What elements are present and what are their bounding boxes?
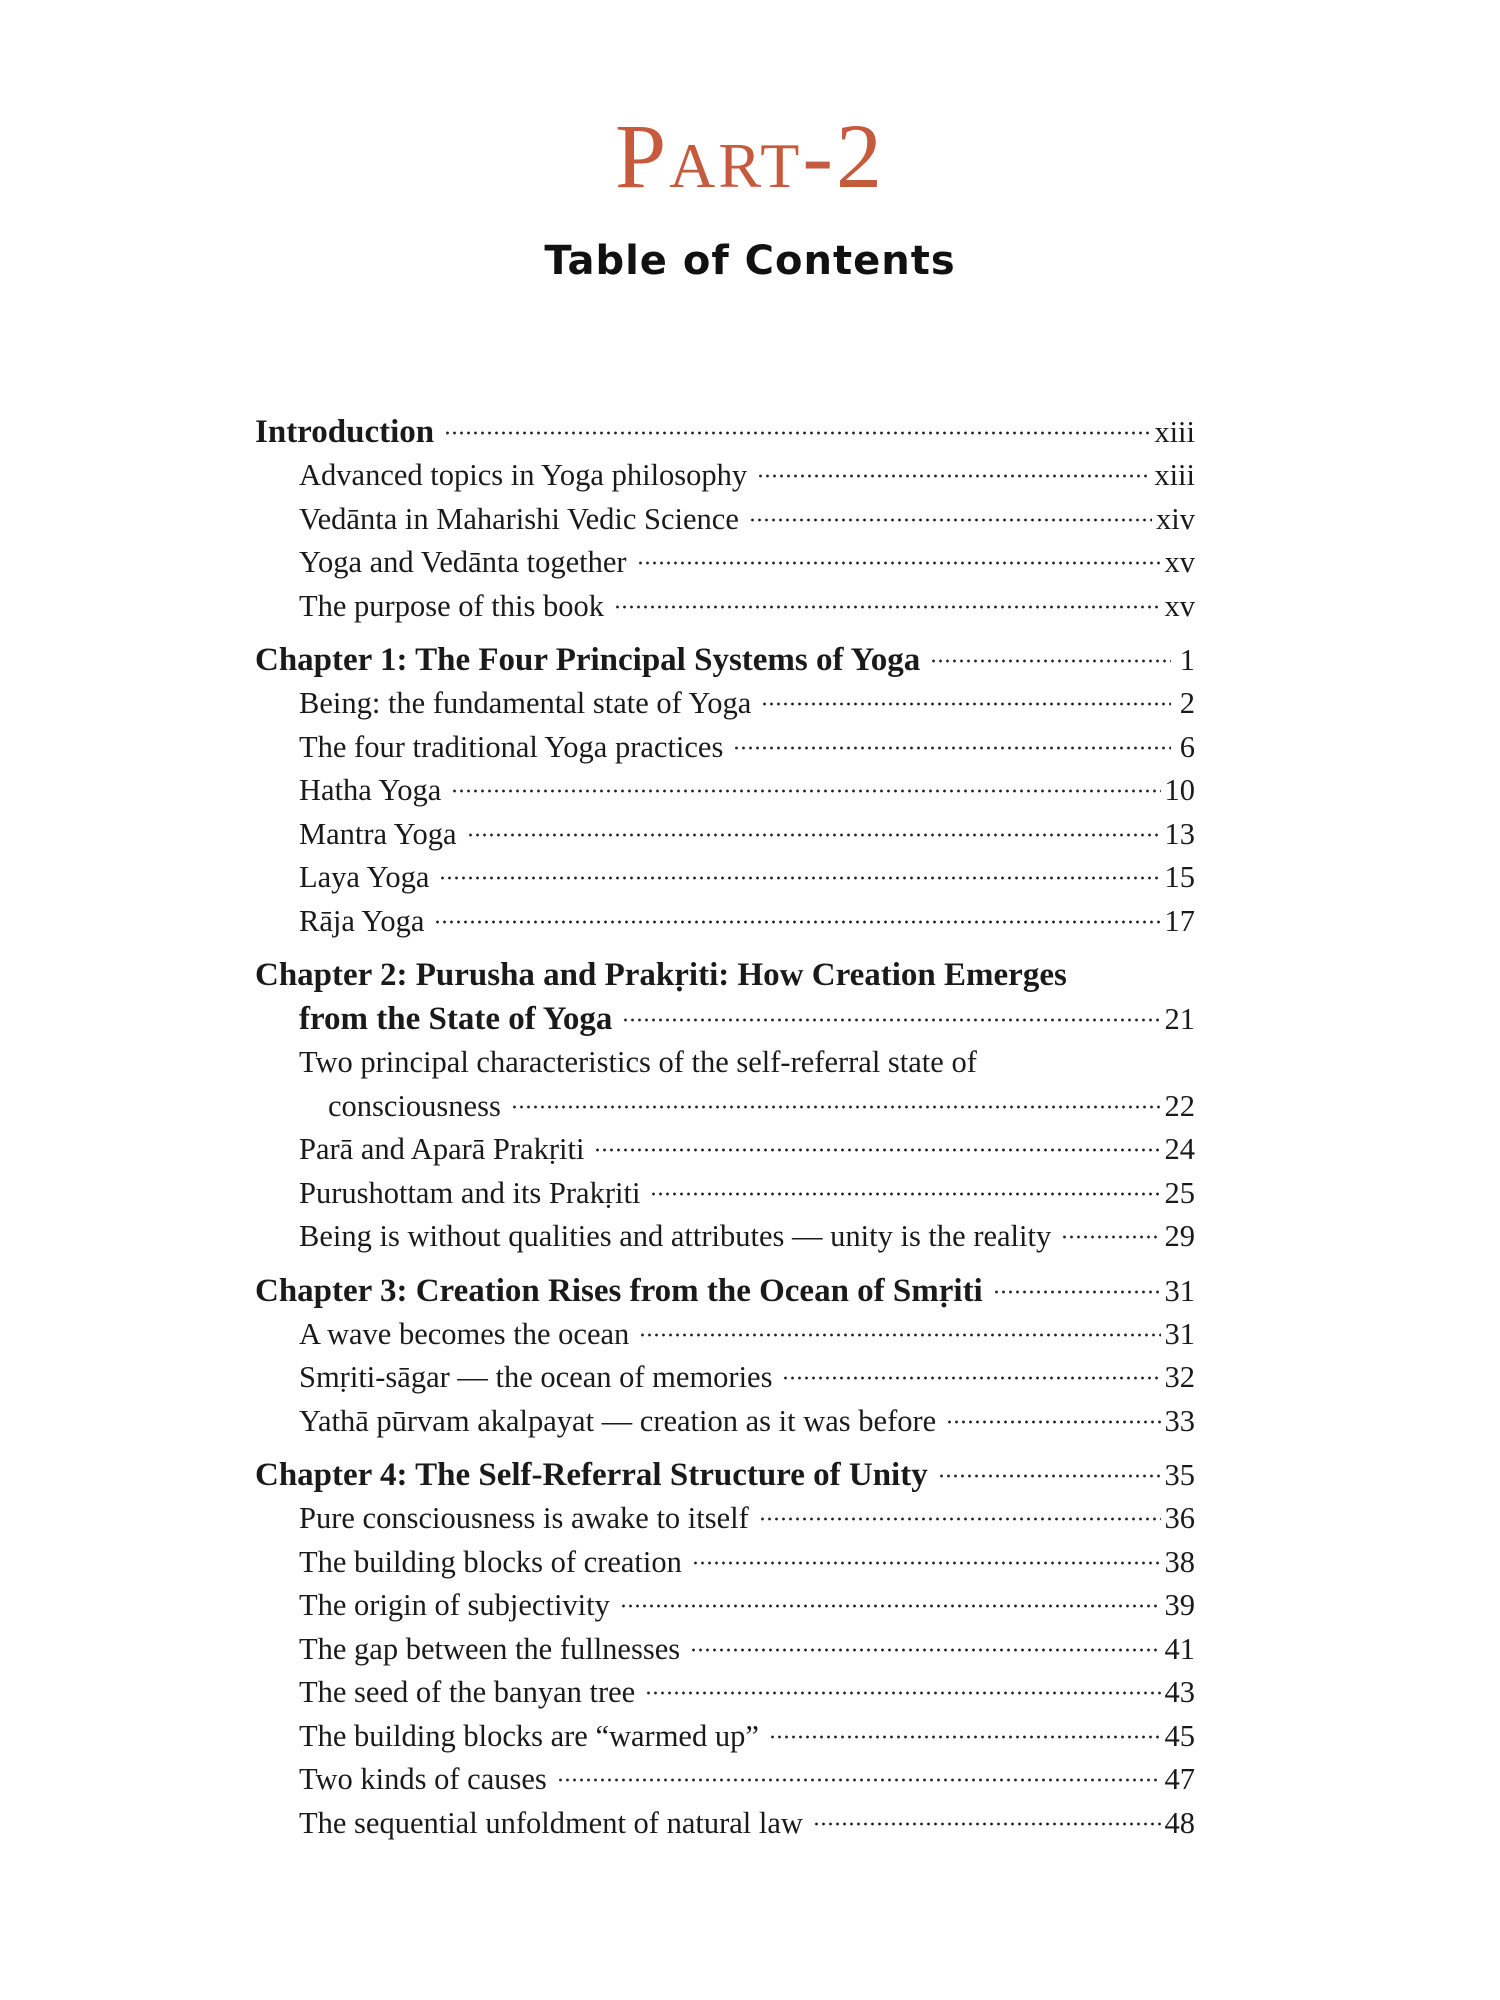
toc-sub-entry[interactable] bbox=[255, 1758, 1195, 1802]
page-number: 21 bbox=[1164, 1002, 1195, 1036]
page-number: 35 bbox=[1164, 1458, 1195, 1492]
page-number: 47 bbox=[1164, 1762, 1195, 1796]
page-number: 48 bbox=[1164, 1805, 1195, 1840]
entry-title: The sequential unfoldment of natural law bbox=[299, 1805, 803, 1840]
toc-sub-entry[interactable] bbox=[255, 1128, 1195, 1172]
dot-leader bbox=[782, 1376, 1160, 1380]
entry-title: Yathā pūrvam akalpayat — creation as it was before bbox=[299, 1403, 937, 1438]
part-title: Part-2 bbox=[615, 105, 885, 207]
dot-leader bbox=[451, 789, 1160, 793]
page-number: 17 bbox=[1164, 903, 1195, 938]
dot-leader bbox=[938, 1474, 1161, 1478]
toc-chapter-entry[interactable] bbox=[255, 638, 1195, 682]
page-number: 39 bbox=[1164, 1588, 1195, 1622]
toc-sub-entry[interactable] bbox=[255, 769, 1195, 813]
toc-sub-entry[interactable] bbox=[255, 1584, 1195, 1628]
toc-sub-entry[interactable] bbox=[255, 856, 1195, 900]
page-number: 36 bbox=[1164, 1501, 1195, 1535]
page-number: 32 bbox=[1164, 1360, 1195, 1394]
entry-title: Advanced topics in Yoga philosophy bbox=[299, 458, 748, 492]
dot-leader bbox=[614, 605, 1161, 609]
chapter-title-continued: from the State of Yoga bbox=[299, 1001, 613, 1037]
entry-title: Vedānta in Maharishi Vedic Science bbox=[299, 501, 739, 536]
page-number: xiii bbox=[1154, 415, 1195, 449]
page-number: 1 bbox=[1179, 643, 1195, 677]
entry-title-line[interactable]: Two principal characteristics of the self-referral state of bbox=[299, 1045, 977, 1079]
toc-sub-entry[interactable] bbox=[255, 585, 1195, 629]
chapter-title: Introduction bbox=[255, 414, 435, 450]
entry-title: The purpose of this book bbox=[299, 588, 604, 623]
toc-sub-entry[interactable] bbox=[255, 1313, 1195, 1357]
toc-section-chapter-2 bbox=[255, 953, 1195, 1259]
entry-title: Hatha Yoga bbox=[299, 773, 442, 807]
dot-leader bbox=[769, 1735, 1161, 1739]
toc-sub-entry[interactable] bbox=[255, 900, 1195, 944]
dot-leader bbox=[620, 1604, 1161, 1608]
chapter-title: Chapter 3: Creation Rises from the Ocean of Smṛiti bbox=[255, 1272, 983, 1309]
page-number: 6 bbox=[1179, 729, 1195, 764]
page-number: xv bbox=[1164, 588, 1195, 623]
entry-title: Parā and Aparā Prakṛiti bbox=[299, 1132, 585, 1166]
dot-leader bbox=[759, 1517, 1161, 1521]
dot-leader bbox=[622, 1018, 1160, 1022]
entry-title: The seed of the banyan tree bbox=[299, 1675, 636, 1709]
chapter-title-line[interactable]: Chapter 2: Purusha and Prakṛiti: How Creation Emerges bbox=[255, 957, 1067, 993]
entry-title: The building blocks of creation bbox=[299, 1544, 682, 1579]
toc-section-chapter-1 bbox=[255, 638, 1195, 943]
toc-sub-entry[interactable] bbox=[255, 498, 1195, 542]
toc-sub-entry[interactable] bbox=[255, 454, 1195, 498]
page-number: 33 bbox=[1164, 1403, 1195, 1438]
entry-title: The origin of subjectivity bbox=[299, 1588, 610, 1622]
dot-leader bbox=[557, 1778, 1161, 1782]
page-number: xiii bbox=[1154, 458, 1195, 492]
dot-leader bbox=[993, 1290, 1161, 1294]
toc-chapter-entry[interactable] bbox=[255, 997, 1195, 1041]
page-number: 38 bbox=[1164, 1544, 1195, 1579]
page-number: xiv bbox=[1156, 501, 1195, 536]
toc-sub-entry[interactable] bbox=[255, 1400, 1195, 1444]
dot-leader bbox=[639, 1333, 1160, 1337]
page-number: 13 bbox=[1164, 816, 1195, 851]
toc-section-chapter-4 bbox=[255, 1453, 1195, 1845]
page-number: 31 bbox=[1164, 1316, 1195, 1351]
toc-section-introduction bbox=[255, 410, 1195, 628]
dot-leader bbox=[594, 1148, 1160, 1152]
page-number: 22 bbox=[1164, 1088, 1195, 1123]
entry-title: Purushottam and its Prakṛiti bbox=[299, 1175, 641, 1210]
entry-title: The gap between the fullnesses bbox=[299, 1631, 681, 1666]
entry-title: Being is without qualities and attributes — unity is the reality bbox=[299, 1219, 1052, 1253]
dot-leader bbox=[439, 876, 1160, 880]
dot-leader bbox=[645, 1691, 1160, 1695]
dot-leader bbox=[761, 702, 1171, 706]
dot-leader bbox=[650, 1192, 1160, 1196]
toc-sub-entry[interactable] bbox=[255, 1802, 1195, 1846]
toc-sub-entry[interactable] bbox=[255, 541, 1195, 585]
table-of-contents bbox=[255, 410, 1195, 1855]
entry-title: The four traditional Yoga practices bbox=[299, 729, 724, 764]
toc-sub-entry[interactable] bbox=[255, 1215, 1195, 1259]
chapter-title: Chapter 1: The Four Principal Systems of Yoga bbox=[255, 642, 921, 678]
dot-leader bbox=[434, 920, 1160, 924]
entry-title: Mantra Yoga bbox=[299, 816, 457, 851]
entry-title-continued: consciousness bbox=[328, 1088, 501, 1123]
entry-title: The building blocks are “warmed up” bbox=[299, 1718, 759, 1753]
entry-title: Pure consciousness is awake to itself bbox=[299, 1501, 749, 1535]
toc-sub-entry[interactable] bbox=[255, 1628, 1195, 1672]
page-number: 25 bbox=[1164, 1175, 1195, 1210]
toc-section-chapter-3 bbox=[255, 1269, 1195, 1444]
toc-sub-entry[interactable] bbox=[255, 1715, 1195, 1759]
chapter-title: Chapter 4: The Self-Referral Structure of Unity bbox=[255, 1457, 928, 1493]
dot-leader bbox=[946, 1420, 1160, 1424]
toc-sub-entry[interactable] bbox=[255, 1671, 1195, 1715]
entry-title: Being: the fundamental state of Yoga bbox=[299, 686, 752, 720]
toc-sub-entry[interactable] bbox=[255, 726, 1195, 770]
dot-leader bbox=[444, 431, 1150, 435]
page-number: 24 bbox=[1164, 1132, 1195, 1166]
page-number: 2 bbox=[1179, 686, 1195, 720]
toc-sub-entry[interactable] bbox=[255, 1497, 1195, 1541]
entry-title: A wave becomes the ocean bbox=[299, 1316, 630, 1351]
dot-leader bbox=[692, 1561, 1161, 1565]
toc-sub-entry[interactable] bbox=[255, 813, 1195, 857]
dot-leader bbox=[511, 1105, 1161, 1109]
entry-title: Smṛiti-sāgar — the ocean of memories bbox=[299, 1360, 773, 1394]
page-number: xv bbox=[1164, 545, 1195, 579]
dot-leader bbox=[690, 1648, 1160, 1652]
dot-leader bbox=[637, 561, 1161, 565]
toc-sub-entry[interactable] bbox=[255, 1356, 1195, 1400]
page-number: 29 bbox=[1164, 1219, 1195, 1253]
dot-leader bbox=[930, 659, 1171, 663]
toc-chapter-entry[interactable] bbox=[255, 1269, 1195, 1313]
page-number: 31 bbox=[1164, 1273, 1195, 1308]
entry-title: Two kinds of causes bbox=[299, 1762, 547, 1796]
entry-title: Laya Yoga bbox=[299, 860, 430, 894]
page-number: 15 bbox=[1164, 860, 1195, 894]
toc-sub-entry[interactable] bbox=[255, 1172, 1195, 1216]
entry-title: Yoga and Vedānta together bbox=[299, 545, 627, 579]
toc-chapter-entry[interactable] bbox=[255, 1453, 1195, 1497]
dot-leader bbox=[813, 1822, 1161, 1826]
dot-leader bbox=[467, 833, 1161, 837]
entry-title: Rāja Yoga bbox=[299, 903, 425, 938]
page-number: 45 bbox=[1164, 1718, 1195, 1753]
dot-leader bbox=[749, 518, 1152, 522]
toc-chapter-entry[interactable] bbox=[255, 410, 1195, 454]
toc-heading: Table of Contents bbox=[544, 238, 956, 284]
page-number: 41 bbox=[1164, 1631, 1195, 1666]
dot-leader bbox=[1061, 1235, 1160, 1239]
page-number: 10 bbox=[1164, 773, 1195, 807]
toc-sub-entry[interactable] bbox=[255, 1085, 1195, 1129]
toc-sub-entry[interactable] bbox=[255, 1541, 1195, 1585]
dot-leader bbox=[733, 746, 1171, 750]
dot-leader bbox=[757, 474, 1150, 478]
toc-sub-entry[interactable] bbox=[255, 682, 1195, 726]
page-number: 43 bbox=[1164, 1675, 1195, 1709]
